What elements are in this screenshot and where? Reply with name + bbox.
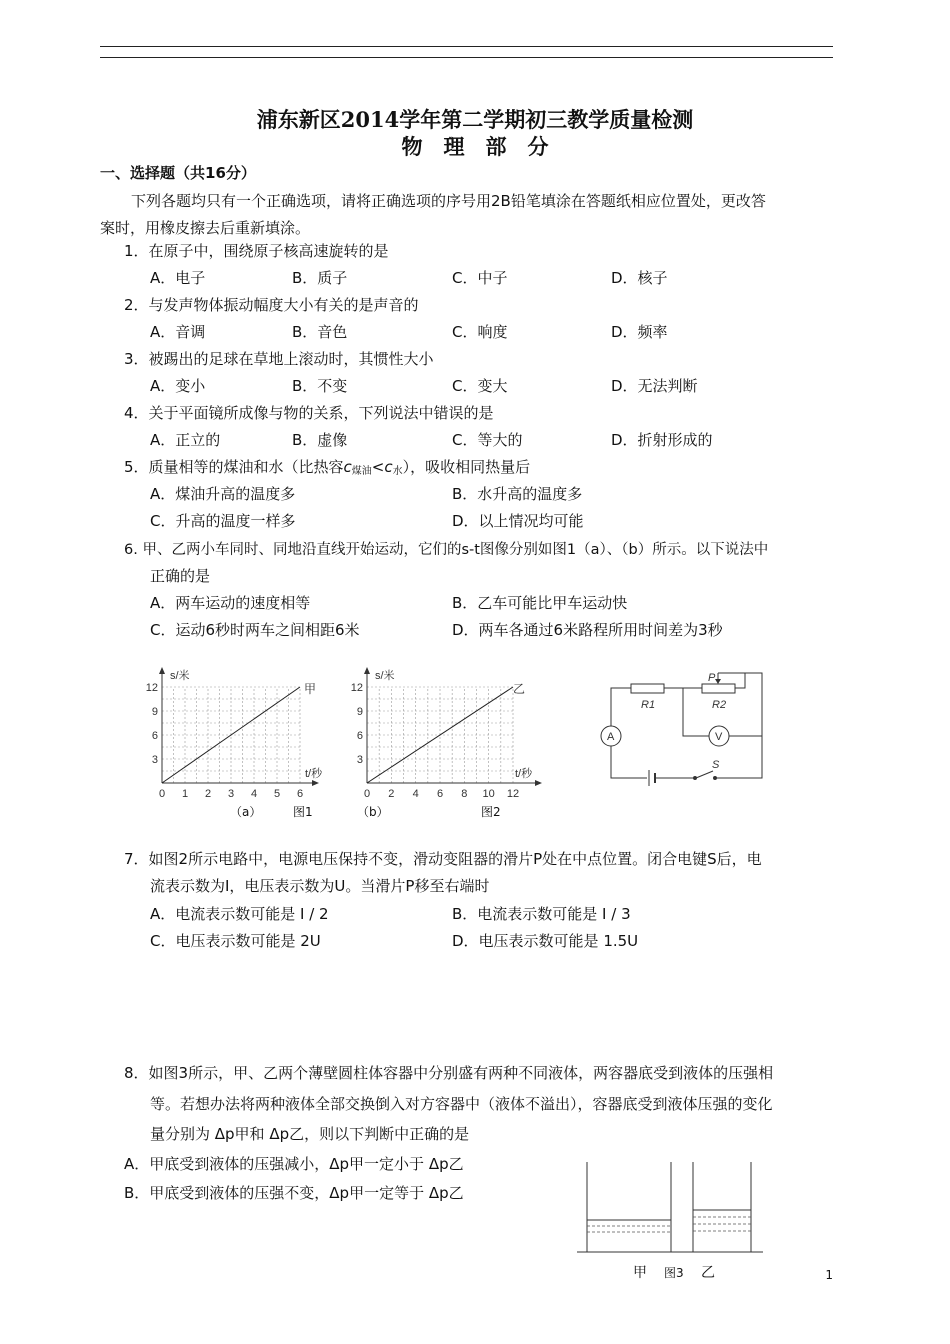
q5-option-a: A．煤油升高的温度多 (150, 485, 296, 503)
q4-option-d: D．折射形成的 (611, 431, 713, 449)
circuit-wire-right-top (715, 673, 762, 778)
g1b-x-tick: 10 (482, 788, 495, 800)
q1-option-a: A．电子 (150, 269, 206, 287)
g1a-x-tick: 1 (181, 788, 189, 800)
g1b-x-tick: 0 (363, 788, 371, 800)
q4-option-a: A．正立的 (150, 431, 221, 449)
q8-option-b: B．甲底受到液体的压强不变，Δp甲一定等于 Δp乙 (124, 1184, 464, 1202)
g1a-x-tick: 2 (204, 788, 212, 800)
fig1a-y-arrow (159, 667, 165, 674)
fig1a-x-label: t/秒 (305, 768, 323, 780)
g1b-x-tick: 2 (388, 788, 395, 800)
g1a-x-tick: 3 (227, 788, 235, 800)
g1a-y-tick: 3 (151, 754, 158, 766)
page-subtitle: 物 理 部 分 (401, 134, 549, 159)
q5-option-b: B．水升高的温度多 (452, 485, 583, 503)
slider-p-label: P (708, 672, 716, 684)
r2-label: R2 (712, 699, 727, 711)
fig1b-caption: （b） (357, 805, 389, 819)
g1a-x-tick: 6 (296, 788, 304, 800)
q8-stem-line2: 等。若想办法将两种液体全部交换倒入对方容器中（液体不溢出），容器底受到液体压强的变化 (150, 1095, 773, 1113)
q1-stem: 1．在原子中，围绕原子核高速旋转的是 (124, 242, 389, 260)
g1b-x-tick: 6 (436, 788, 444, 800)
q2-option-c: C．响度 (452, 323, 508, 341)
fig1b-graph (345, 665, 545, 800)
q1-option-c: C．中子 (452, 269, 508, 287)
g1b-y-tick: 9 (356, 706, 363, 718)
q2-option-b: B．音色 (292, 323, 348, 341)
fig3-label-jia: 甲 (633, 1265, 647, 1281)
q4-option-b: B．虚像 (292, 431, 348, 449)
q6-option-d: D．两车各通过6米路程所用时间差为3秒 (452, 621, 723, 639)
q6-stem-line1: 6. 甲、乙两小车同时、同地沿直线开始运动，它们的s-t图像分别如图1（a）、（b）所示。以下说法中 (124, 542, 769, 558)
q5-stem: 5．质量相等的煤油和水（比热容$c_{煤油}<c_水$），吸收相同热量后 (124, 458, 531, 477)
fig1b-y-arrow (364, 667, 370, 674)
fig3-containers (575, 1160, 765, 1260)
q3-stem: 3．被踢出的足球在草地上滚动时，其惯性大小 (124, 350, 434, 368)
fig1b-x-label: t/秒 (515, 768, 533, 780)
q1-option-b: B．质子 (292, 269, 348, 287)
circuit-wire-left-top (611, 688, 631, 726)
g1a-x-tick: 0 (158, 788, 166, 800)
g1a-y-tick: 12 (145, 682, 158, 694)
g1b-x-tick: 12 (506, 788, 520, 800)
slider-p-arrowhead (715, 679, 721, 684)
q5-option-d: D．以上情况均可能 (452, 512, 584, 530)
q6-option-a: A．两车运动的速度相等 (150, 594, 311, 612)
page-number: 1 (825, 1268, 833, 1282)
g1a-y-tick: 6 (151, 730, 158, 742)
q3-option-c: C．变大 (452, 377, 508, 395)
g1a-x-tick: 5 (273, 788, 281, 800)
g1b-y-tick: 6 (356, 730, 363, 742)
r1-label: R1 (641, 699, 656, 711)
q7-option-a: A．电流表示数可能是 I / 2 (150, 905, 329, 923)
fig1a-caption: （a） (230, 805, 262, 819)
q3-option-b: B．不变 (292, 377, 348, 395)
q6-option-b: B．乙车可能比甲车运动快 (452, 594, 628, 612)
instructions-line1: 下列各题均只有一个正确选项，请将正确选项的序号用2B铅笔填涂在答题纸相应位置处，更改答 (131, 192, 766, 210)
fig1a-y-label: s/米 (170, 670, 190, 682)
fig1a-x-arrow (312, 780, 319, 786)
fig3-caption: 图3 (664, 1266, 684, 1280)
g1b-x-tick: 4 (412, 788, 419, 800)
q5-option-c: C．升高的温度一样多 (150, 512, 296, 530)
g1b-y-tick: 12 (350, 682, 363, 694)
g1b-y-tick: 3 (356, 754, 363, 766)
q6-option-c: C．运动6秒时两车之间相距6米 (150, 621, 360, 639)
g1a-y-tick: 9 (151, 706, 158, 718)
circuit-wire-bottom-left (611, 746, 647, 778)
q7-stem-line2: 流表示数为I，电压表示数为U。当滑片P移至右端时 (150, 877, 490, 895)
header-rule-top (100, 46, 833, 47)
q7-option-b: B．电流表示数可能是 I / 3 (452, 905, 631, 923)
fig2-circuit (595, 668, 775, 788)
resistor-r1 (631, 684, 664, 693)
q8-option-a: A．甲底受到液体的压强减小，Δp甲一定小于 Δp乙 (124, 1155, 464, 1173)
q8-stem-line3: 量分别为 Δp甲和 Δp乙，则以下判断中正确的是 (150, 1125, 470, 1143)
q4-option-c: C．等大的 (452, 431, 523, 449)
fig1b-y-label: s/米 (375, 670, 395, 682)
instructions-line2: 案时，用橡皮擦去后重新填涂。 (100, 219, 311, 237)
switch-s-blade (696, 771, 713, 778)
section-heading: 一、选择题（共16分） (100, 164, 256, 182)
q8-stem-line1: 8．如图3所示，甲、乙两个薄壁圆柱体容器中分别盛有两种不同液体，两容器底受到液体的压强相 (124, 1064, 774, 1082)
g1b-x-tick: 8 (461, 788, 468, 800)
fig1b-series-label: 乙 (513, 682, 526, 696)
q7-option-c: C．电压表示数可能是 2U (150, 932, 321, 950)
fig1a-series-label: 甲 (304, 682, 317, 696)
q7-stem-line1: 7．如图2所示电路中，电源电压保持不变，滑动变阻器的滑片P处在中点位置。闭合电键S后，电 (124, 850, 762, 868)
switch-s-contact (714, 777, 717, 780)
q7-option-d: D．电压表示数可能是 1.5U (452, 932, 639, 950)
fig1b-x-arrow (535, 780, 542, 786)
fig1a-graph (140, 665, 323, 800)
switch-s-pivot (694, 777, 697, 780)
header-rule-bottom (100, 57, 833, 58)
resistor-r2 (702, 684, 735, 693)
q3-option-a: A．变小 (150, 377, 206, 395)
fig2-caption: 图2 (481, 805, 501, 819)
voltmeter-wire (683, 688, 709, 736)
switch-s-label: S (712, 759, 720, 771)
voltmeter-label: V (715, 731, 723, 743)
g1a-x-tick: 4 (250, 788, 258, 800)
q3-option-d: D．无法判断 (611, 377, 698, 395)
fig3-label-yi: 乙 (701, 1265, 715, 1281)
q2-option-d: D．频率 (611, 323, 668, 341)
page-title: 浦东新区2014学年第二学期初三教学质量检测 (256, 107, 694, 132)
q2-stem: 2．与发声物体振动幅度大小有关的是声音的 (124, 296, 419, 314)
q6-stem-line2: 正确的是 (150, 567, 211, 585)
ammeter-label: A (607, 731, 615, 743)
q4-stem: 4．关于平面镜所成像与物的关系，下列说法中错误的是 (124, 404, 494, 422)
q1-option-d: D．核子 (611, 269, 668, 287)
q2-option-a: A．音调 (150, 323, 206, 341)
fig1-caption: 图1 (293, 805, 313, 819)
